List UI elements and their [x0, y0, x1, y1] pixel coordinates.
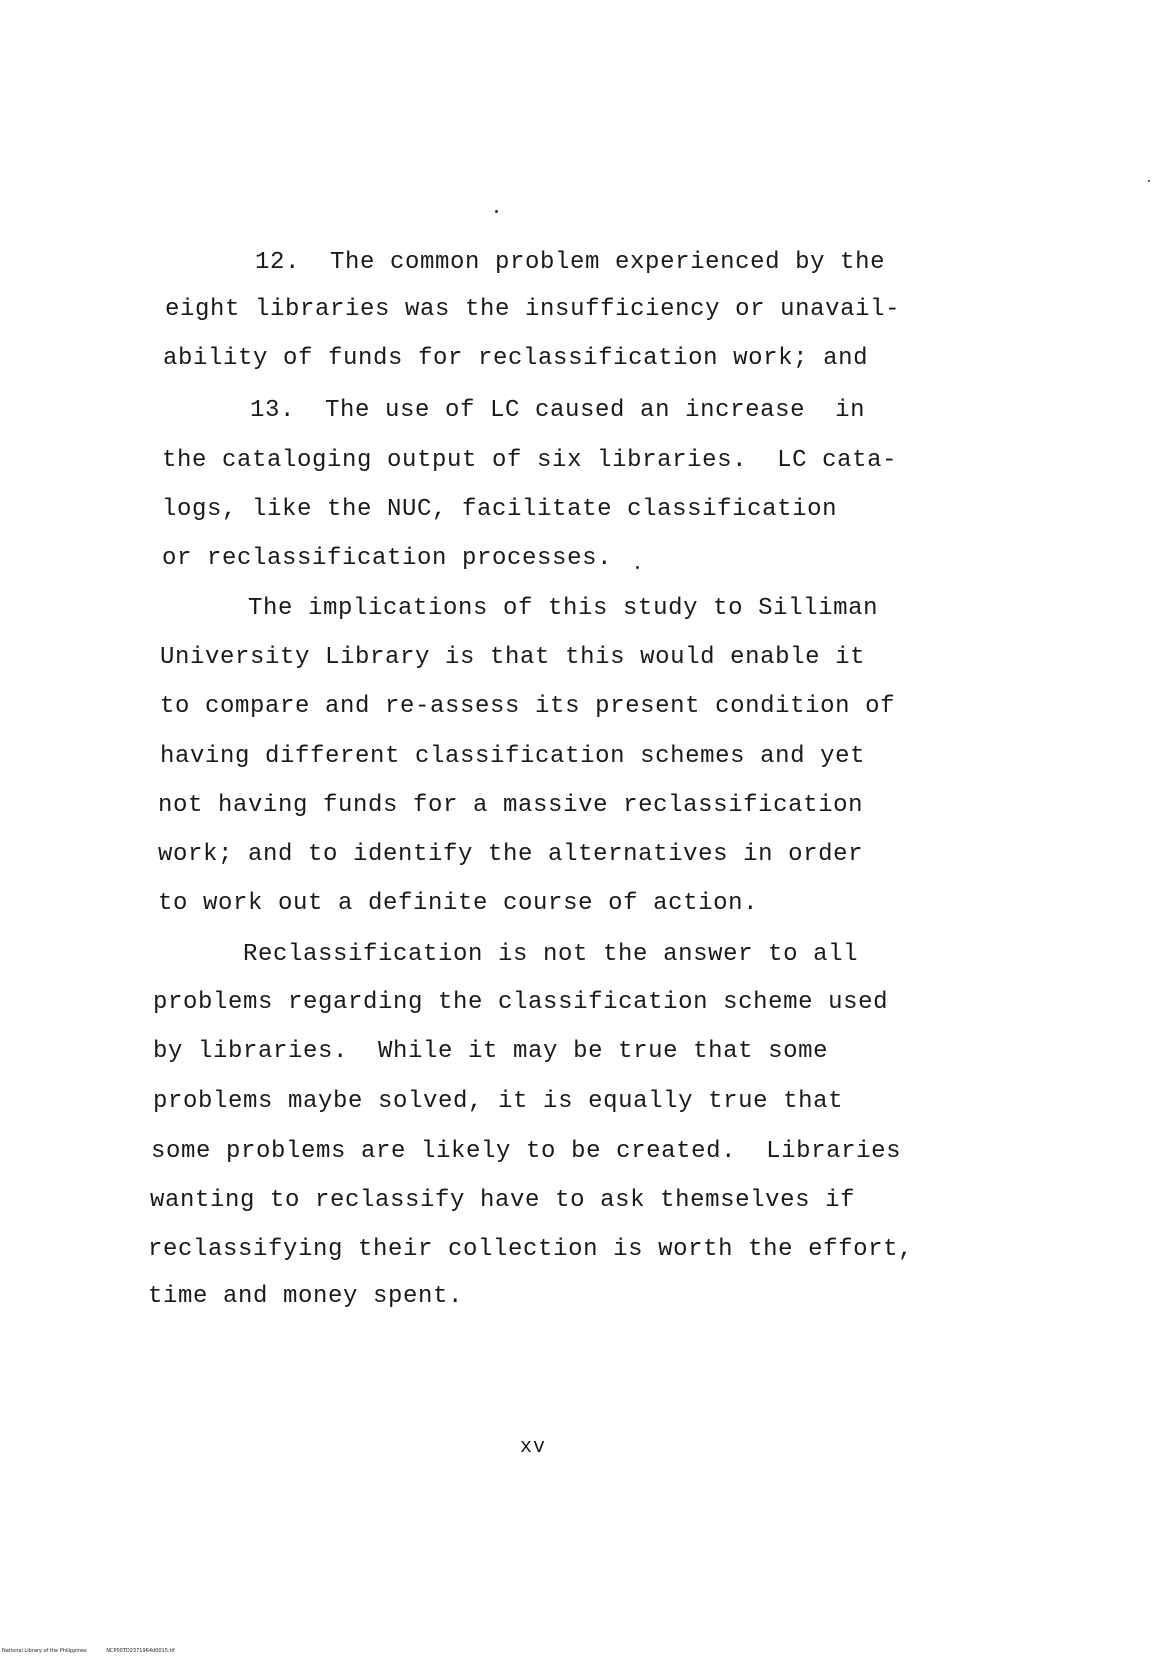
implications-line: University Library is that this would enable it [160, 644, 866, 671]
reclassification-line: Reclassification is not the answer to all [243, 941, 859, 968]
paragraph-12-line: ability of funds for reclassification work; and [163, 345, 869, 372]
implications-line: The implications of this study to Silliman [248, 595, 879, 622]
paragraph-12-line: eight libraries was the insufficiency or unavail- [165, 296, 901, 323]
paragraph-13-line: 13. The use of LC caused an increase in [250, 397, 866, 424]
scan-footer [2, 1648, 193, 1654]
scan-speck [495, 210, 498, 213]
page-number: xv [520, 1436, 547, 1459]
paragraph-13-line: or reclassification processes. [162, 545, 613, 572]
implications-line: to work out a definite course of action. [158, 890, 759, 917]
paragraph-12-line: 12. The common problem experienced by the [255, 249, 886, 276]
reclassification-line: reclassifying their collection is worth the effort, [148, 1236, 914, 1263]
reclassification-line: time and money spent. [148, 1283, 464, 1310]
implications-line: not having funds for a massive reclassification [158, 792, 864, 819]
scan-speck [1148, 180, 1150, 182]
paragraph-13-line: logs, like the NUC, facilitate classification [162, 496, 838, 523]
implications-line: work; and to identify the alternatives in order [158, 841, 864, 868]
scan-speck [636, 566, 639, 569]
reclassification-line: by libraries. While it may be true that some [153, 1038, 829, 1065]
reclassification-line: problems maybe solved, it is equally true that [153, 1088, 844, 1115]
reclassification-line: some problems are likely to be created. Libraries [151, 1138, 902, 1165]
implications-line: to compare and re-assess its present condition of [160, 693, 896, 720]
footer-source: National Library of the Philippines [2, 1648, 87, 1654]
footer-file-id: NCP00TD2371964d0015.tif [106, 1648, 175, 1654]
paragraph-13-line: the cataloging output of six libraries. LC cata- [162, 447, 898, 474]
reclassification-line: problems regarding the classification scheme used [153, 989, 889, 1016]
reclassification-line: wanting to reclassify have to ask themselves if [150, 1187, 856, 1214]
implications-line: having different classification schemes and yet [160, 743, 866, 770]
